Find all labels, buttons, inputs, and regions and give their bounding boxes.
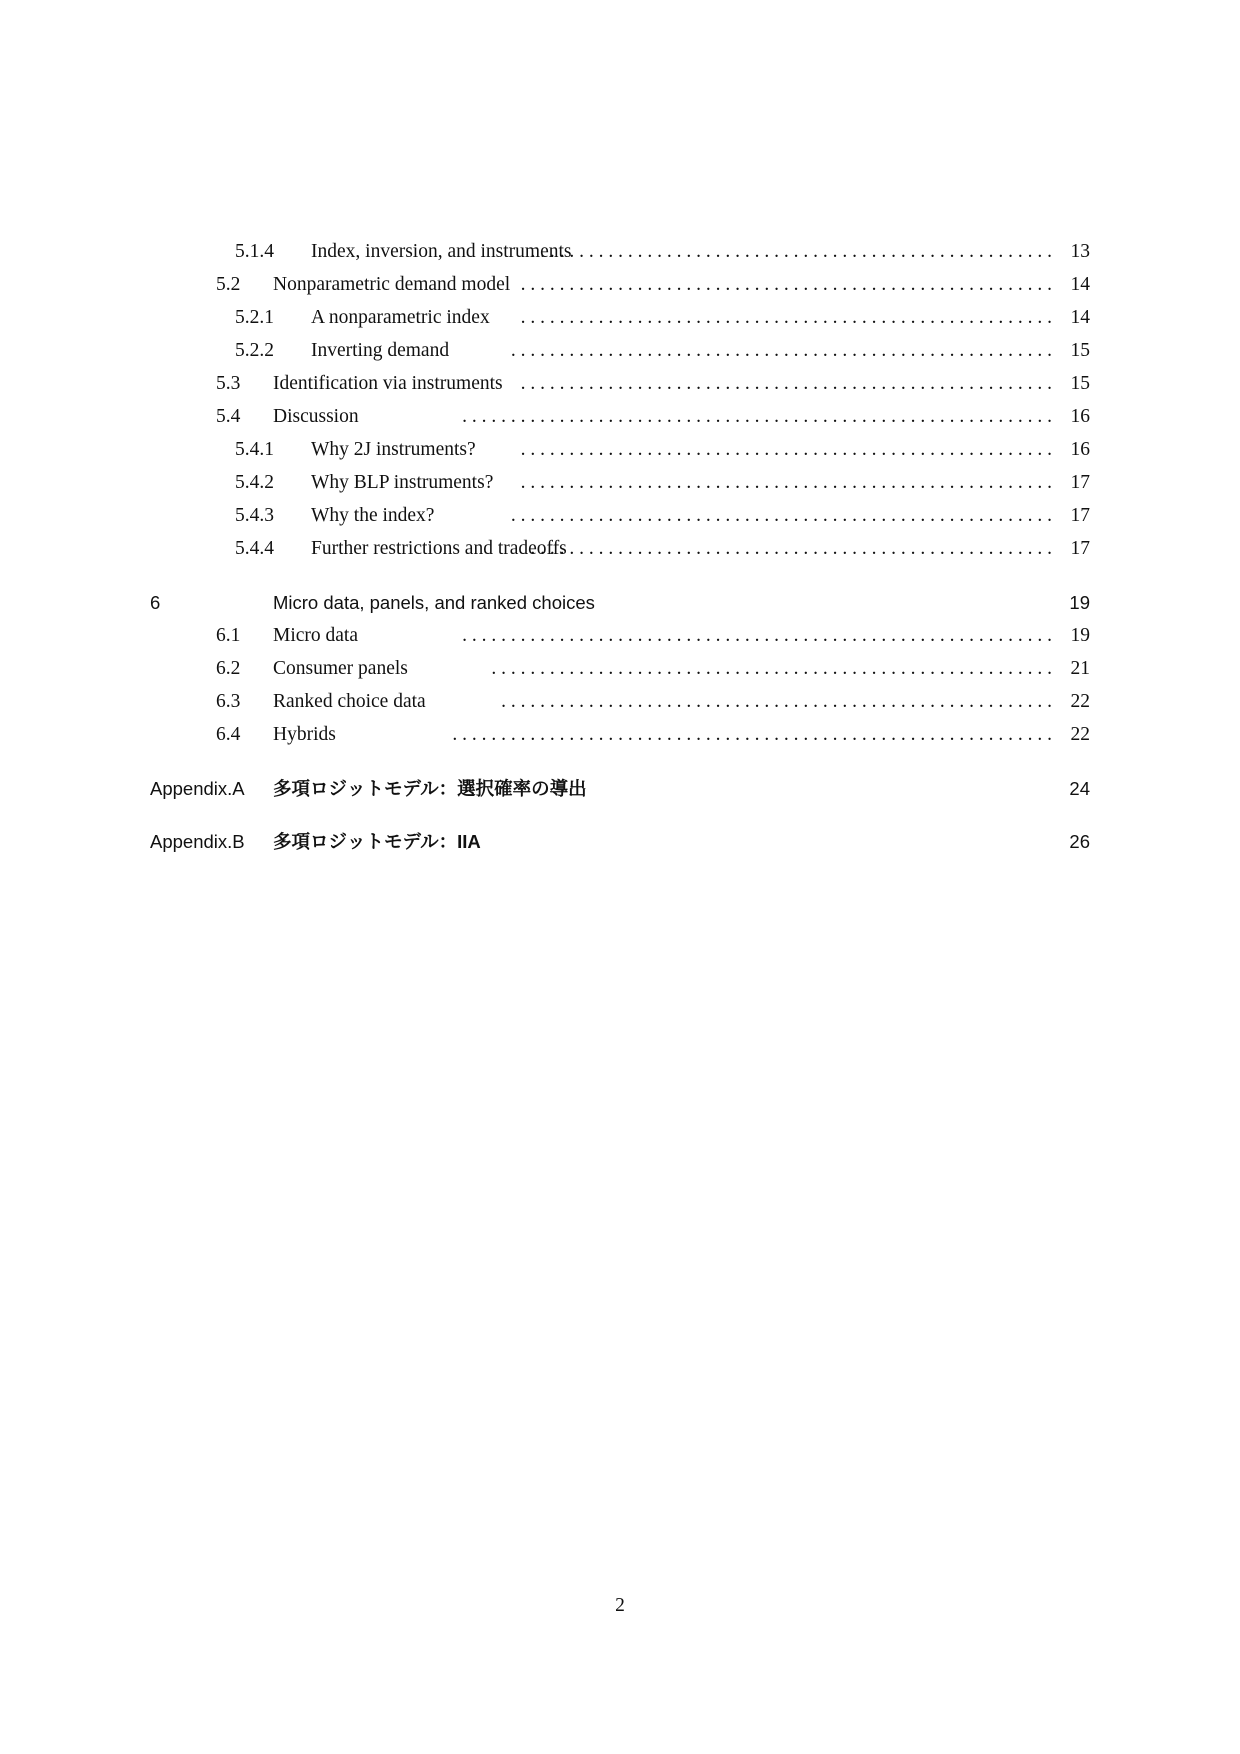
toc-entry-title: Nonparametric demand model	[273, 270, 516, 300]
toc-entry-number: 6.4	[216, 724, 241, 745]
toc-entry[interactable]	[0, 687, 1240, 717]
toc-entry-title: Identification via instruments	[273, 369, 509, 399]
leader-dots: . . . . . . . . . . . . . . . . . . . . . . . . . . . . . . . . . . . . . . . . . . . . . . . . . . . . . .	[530, 538, 1052, 559]
toc-section-heading[interactable]	[0, 588, 1240, 618]
toc-entry[interactable]	[0, 654, 1240, 684]
toc-entry[interactable]	[0, 402, 1240, 432]
toc-entry-number: 5.2.2	[235, 340, 274, 361]
toc-entry-number: 5.1.4	[235, 241, 274, 262]
toc-entry-title: Ranked choice data	[273, 687, 432, 717]
toc-entry[interactable]	[0, 336, 1240, 366]
toc-entry-title: Hybrids	[273, 720, 342, 750]
toc-entry-title: 多項ロジットモデル：選択確率の導出	[273, 778, 587, 799]
leader-dots: . . . . . . . . . . . . . . . . . . . . . . . . . . . . . . . . . . . . . . . . . . . . . . . . . . . . . . . .	[510, 340, 1052, 361]
leader-dots: . . . . . . . . . . . . . . . . . . . . . . . . . . . . . . . . . . . . . . . . . . . . . . . . . . . . . . . . . . . . .	[462, 625, 1052, 646]
toc-entry-number: 5.2.1	[235, 307, 274, 328]
toc-entry-page: 24	[1069, 778, 1090, 799]
toc-entry-number: 6	[150, 592, 161, 613]
toc-entry[interactable]	[0, 534, 1240, 564]
toc-entry-page: 15	[1070, 373, 1090, 394]
toc-entry-number: Appendix.B	[150, 831, 245, 852]
toc-entry-title: Further restrictions and tradeoffs	[311, 534, 573, 564]
toc-entry-number: 5.4	[216, 406, 241, 427]
toc-entry-title: A nonparametric index	[311, 303, 496, 333]
toc-entry[interactable]	[0, 435, 1240, 465]
toc-entry-number: 6.1	[216, 625, 241, 646]
toc-entry-number: 5.4.3	[235, 505, 274, 526]
toc-entry-page: 14	[1070, 307, 1090, 328]
leader-dots: . . . . . . . . . . . . . . . . . . . . . . . . . . . . . . . . . . . . . . . . . . . . . . . . . . . . . . .	[520, 274, 1052, 295]
toc-entry[interactable]	[0, 621, 1240, 651]
toc-entry[interactable]	[0, 468, 1240, 498]
toc-entry[interactable]	[0, 501, 1240, 531]
toc-entry-page: 22	[1070, 724, 1090, 745]
toc-entry-title: Micro data	[273, 621, 364, 651]
toc-entry-title: Index, inversion, and instruments	[311, 237, 578, 267]
toc-entry-title: Why 2J instruments?	[311, 435, 482, 465]
toc-entry[interactable]	[0, 369, 1240, 399]
toc-entry-page: 22	[1070, 691, 1090, 712]
toc-entry-page: 16	[1070, 406, 1090, 427]
toc-entry-title: Why BLP instruments?	[311, 468, 499, 498]
toc-entry[interactable]	[0, 303, 1240, 333]
toc-entry-page: 15	[1070, 340, 1090, 361]
toc-entry-title: 多項ロジットモデル：IIA	[273, 831, 481, 852]
toc-entry-page: 16	[1070, 439, 1090, 460]
toc-entry-page: 26	[1069, 831, 1090, 852]
toc-entry-number: 5.4.2	[235, 472, 274, 493]
toc-entry[interactable]	[0, 270, 1240, 300]
toc-appendix-heading[interactable]	[0, 774, 1240, 804]
toc-entry-title: Discussion	[273, 402, 365, 432]
toc-entry-number: 5.3	[216, 373, 241, 394]
toc-entry-title: Consumer panels	[273, 654, 414, 684]
page-number: 2	[615, 1595, 625, 1616]
toc-entry-page: 14	[1070, 274, 1090, 295]
leader-dots: . . . . . . . . . . . . . . . . . . . . . . . . . . . . . . . . . . . . . . . . . . . . . . . . . . . . . . .	[520, 307, 1052, 328]
leader-dots: . . . . . . . . . . . . . . . . . . . . . . . . . . . . . . . . . . . . . . . . . . . . . . . . . . . . . . .	[520, 472, 1052, 493]
toc-entry[interactable]	[0, 237, 1240, 267]
toc-entry[interactable]	[0, 720, 1240, 750]
toc-entry-page: 19	[1069, 592, 1090, 613]
toc-entry-page: 13	[1070, 241, 1090, 262]
toc-entry-number: 5.2	[216, 274, 241, 295]
leader-dots: . . . . . . . . . . . . . . . . . . . . . . . . . . . . . . . . . . . . . . . . . . . . . . . . . . . . . . . . .	[501, 691, 1052, 712]
leader-dots: . . . . . . . . . . . . . . . . . . . . . . . . . . . . . . . . . . . . . . . . . . . . . . . . . . . . . . .	[520, 373, 1052, 394]
toc-entry-page: 17	[1070, 472, 1090, 493]
leader-dots: . . . . . . . . . . . . . . . . . . . . . . . . . . . . . . . . . . . . . . . . . . . . . . . . . . . . . . . .	[510, 505, 1052, 526]
leader-dots: . . . . . . . . . . . . . . . . . . . . . . . . . . . . . . . . . . . . . . . . . . . . . . . . . . . . . .	[530, 241, 1052, 262]
toc-entry-number: 5.4.1	[235, 439, 274, 460]
leader-dots: . . . . . . . . . . . . . . . . . . . . . . . . . . . . . . . . . . . . . . . . . . . . . . . . . . . . . . . . . . . . . .	[452, 724, 1052, 745]
leader-dots: . . . . . . . . . . . . . . . . . . . . . . . . . . . . . . . . . . . . . . . . . . . . . . . . . . . . . . . . . . . . .	[462, 406, 1052, 427]
toc-entry-number: 5.4.4	[235, 538, 274, 559]
toc-entry-page: 21	[1070, 658, 1090, 679]
toc-entry-title: Inverting demand	[311, 336, 455, 366]
toc-entry-page: 17	[1070, 538, 1090, 559]
toc-entry-title: Why the index?	[311, 501, 440, 531]
toc-entry-page: 19	[1070, 625, 1090, 646]
toc-entry-number: 6.2	[216, 658, 241, 679]
leader-dots: . . . . . . . . . . . . . . . . . . . . . . . . . . . . . . . . . . . . . . . . . . . . . . . . . . . . . . . . . .	[491, 658, 1052, 679]
toc-appendix-heading[interactable]	[0, 827, 1240, 857]
leader-dots: . . . . . . . . . . . . . . . . . . . . . . . . . . . . . . . . . . . . . . . . . . . . . . . . . . . . . . .	[520, 439, 1052, 460]
toc-entry-page: 17	[1070, 505, 1090, 526]
toc-entry-number: 6.3	[216, 691, 241, 712]
toc-entry-title: Micro data, panels, and ranked choices	[273, 592, 595, 613]
toc-entry-number: Appendix.A	[150, 778, 245, 799]
